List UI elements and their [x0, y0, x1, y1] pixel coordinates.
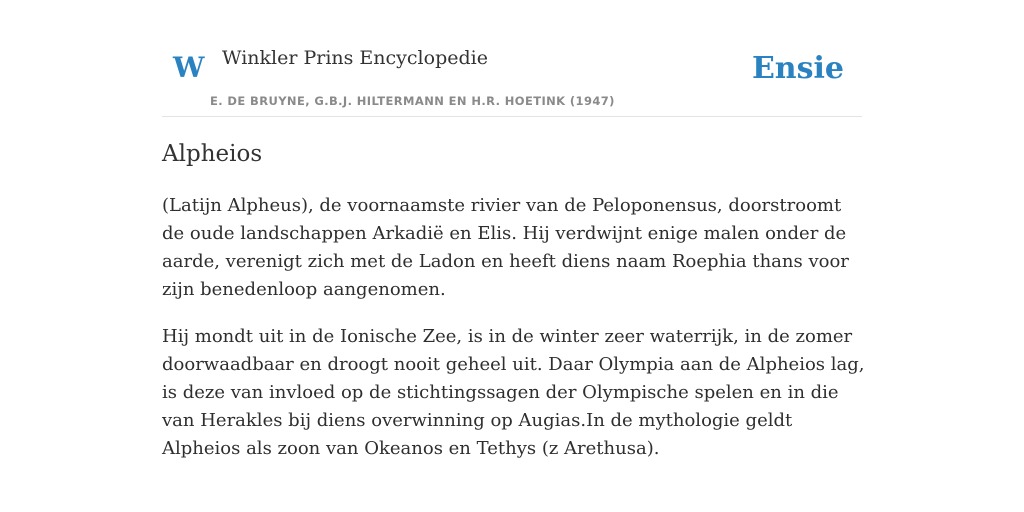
article-paragraph: (Latijn Alpheus), de voornaamste rivier van de Peloponensus, doorstroomt de oude landschappen Arkadië en Elis. Hij verdwijnt enige malen onder de aarde, verenigt zich met de Ladon en heeft diens naam Roephia thans voor zijn benedenloop aangenomen. — [162, 195, 849, 300]
article-title: Alpheios — [162, 141, 263, 167]
ensie-brand-logo[interactable]: Ensie — [751, 51, 844, 86]
source-header — [162, 30, 862, 117]
article — [162, 138, 867, 463]
source-title-link[interactable]: Winkler Prins Encyclopedie — [222, 47, 488, 69]
source-logo[interactable]: W — [173, 51, 205, 84]
article-paragraph: Hij mondt uit in de Ionische Zee, is in de winter zeer waterrijk, in de zomer doorwaadbaar en droogt nooit geheel uit. Daar Olympia aan de Alpheios lag, is deze van invloed op de stichtingssagen der Olympische spelen en in die van Herakles bij diens overwinning op Augias.In de mythologie geldt Alpheios als zoon van Okeanos en Tethys (z Arethusa). — [162, 326, 865, 459]
source-authors: E. DE BRUYNE, G.B.J. HILTERMANN EN H.R. HOETINK (1947) — [210, 94, 615, 108]
